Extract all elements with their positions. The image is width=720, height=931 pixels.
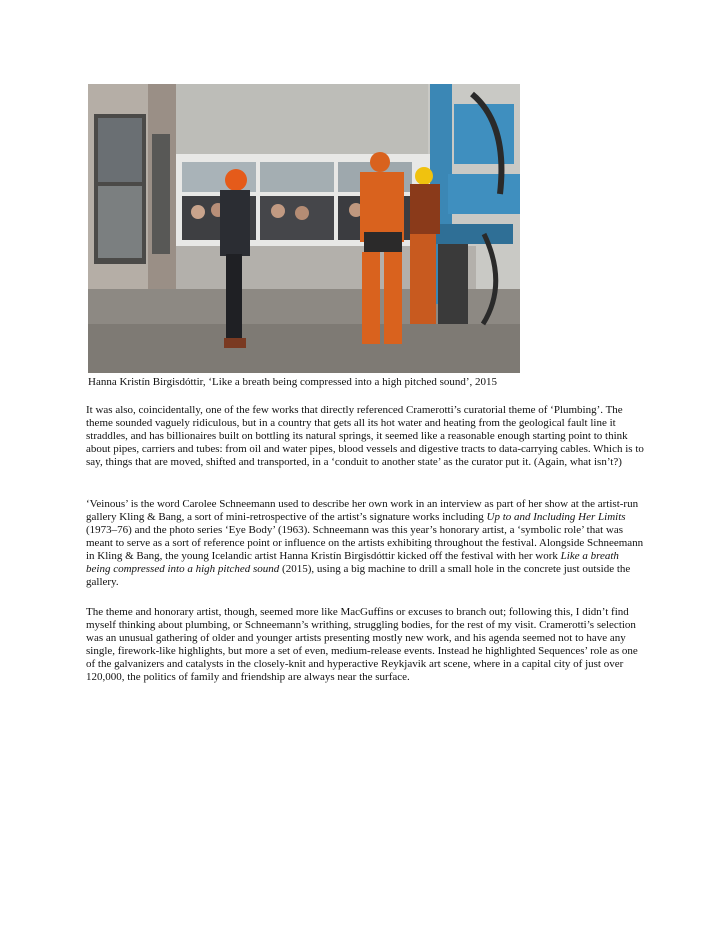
paragraph-veinous-part-c: (1973–76) and the photo series ‘Eye Body’ (1963). Schneemann was this year’s honorary artist, a ‘symbolic role’ that was meant to serve as a sort of reference point or influence on the artists exhibiting throughout the festival. Alongside Schneemann in Kling & Bang, the young Icelandic artist Hanna Kristín Birgisdóttir kicked off the festival with her work [86, 524, 644, 562]
paragraph-veinous-part-e: (2015), using a big machine to drill a small hole in the concrete just outside the gallery. [86, 563, 631, 588]
photo-caption: Hanna Kristín Birgisdóttir, ‘Like a breath being compressed into a high pitched sound’, 2015 [88, 376, 498, 388]
article-photo [88, 84, 520, 373]
photo-illustration [88, 84, 520, 373]
paragraph-veinous-part-a: ‘Veinous’ is the word Carolee Schneemann used to describe her own work in an interview as part of her show at the artist-run gallery Kling & Bang, a sort of mini-retrospective of the artist’s signature works including [86, 498, 639, 523]
paragraph-macguffins: The theme and honorary artist, though, seemed more like MacGuffins or excuses to branch out; following this, I didn’t find myself thinking about plumbing, or Schneemann’s writhing, struggling bodies, for the rest of my visit. Cramerotti’s selection was an unusual gathering of older and younger artists presenting mostly new work, and his agenda seemed not to have any single, firework-like highlights, but more a set of even, medium-release events. Instead he highlighted Sequences’ role as one of the galvanizers and catalysts in the closely-knit and hyperactive Reykjavik art scene, where in a capital city of just over 120,000, the politics of family and friendship are always near the surface. [86, 606, 638, 683]
work-title-up-to-and-including: Up to and Including Her Limits [486, 511, 626, 523]
work-title-like-a-breath: Like a breath being compressed into a high pitched sound [86, 550, 619, 575]
paragraph-plumbing-theme: It was also, coincidentally, one of the few works that directly referenced Cramerotti’s curatorial theme of ‘Plumbing’. The theme sounded vaguely ridiculous, but in a country that gets all its hot water and heating from the geological fault line it straddles, and has billionaires built on bottling its natural springs, it seemed like a reasonable enough starting point to think about pipes, carriers and tubes: from oil and water pipes, blood vessels and digestive tracts to data-carrying cables. Which is to say, things that are moved, shifted and transported, in a ‘conduit to another state’ as the curator put it. (Again, what isn’t?) [86, 404, 644, 468]
paragraph-veinous [86, 498, 646, 589]
